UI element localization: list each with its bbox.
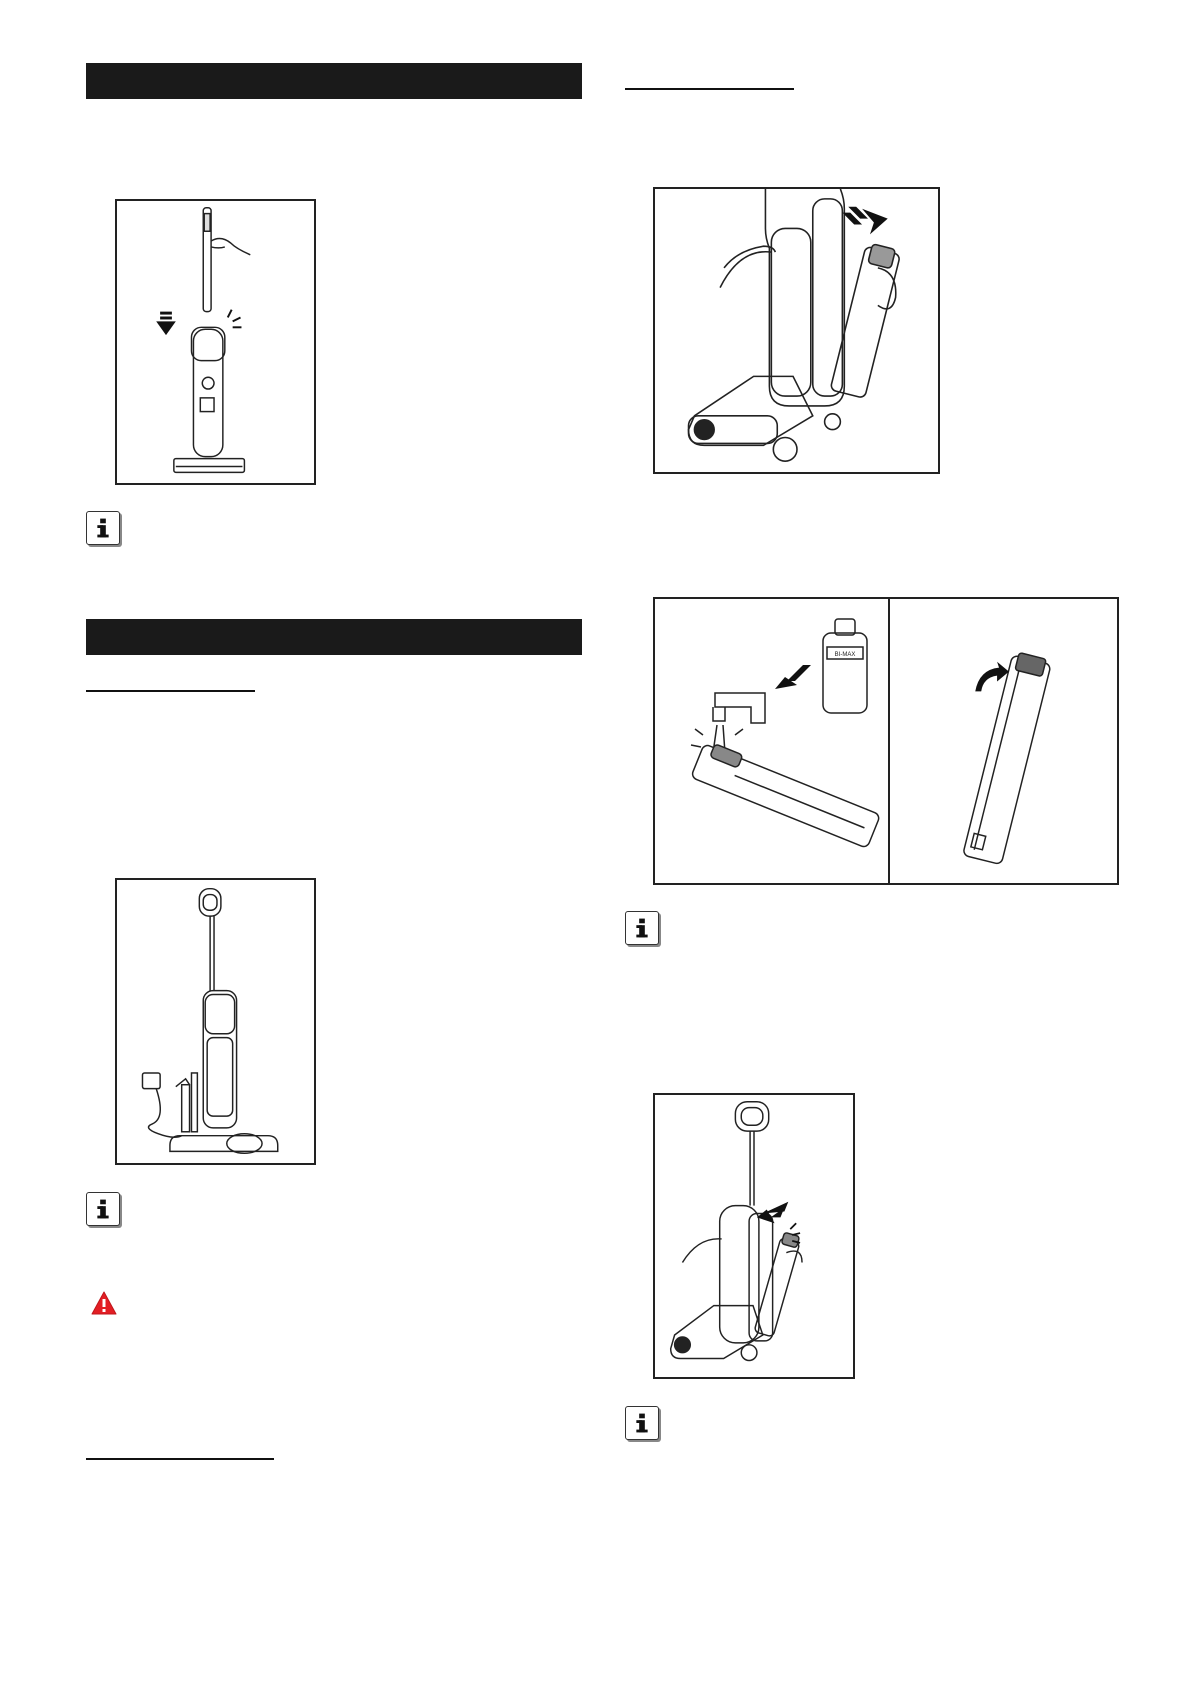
arrow-icon [156,312,176,336]
arrow-icon [757,1202,788,1224]
charging-dock-illustration [117,880,314,1163]
handle-insert-illustration [117,201,314,483]
figure-tank-fill-and-cap [653,597,1119,885]
subheading-underline [625,88,794,90]
figure-charging-dock [115,878,316,1165]
subheading-underline [86,690,255,692]
info-icon [625,911,659,945]
close-cap-illustration [890,599,1119,883]
figure-handle-insert [115,199,316,485]
section-header-bar-1 [86,63,582,99]
reinsert-tank-illustration [655,1095,853,1377]
fill-tank-illustration [655,599,888,883]
info-icon [86,1192,120,1226]
arrow-icon [775,665,811,689]
info-icon [86,511,120,545]
arrow-icon [842,207,887,235]
figure-reinsert-tank [653,1093,855,1379]
figure-remove-tank [653,187,940,474]
warning-icon [91,1291,117,1315]
subheading-underline [86,1458,274,1460]
bottle-label: BI-MAX [834,652,856,658]
remove-tank-illustration [655,189,938,472]
info-icon [625,1406,659,1440]
section-header-bar-2 [86,619,582,655]
